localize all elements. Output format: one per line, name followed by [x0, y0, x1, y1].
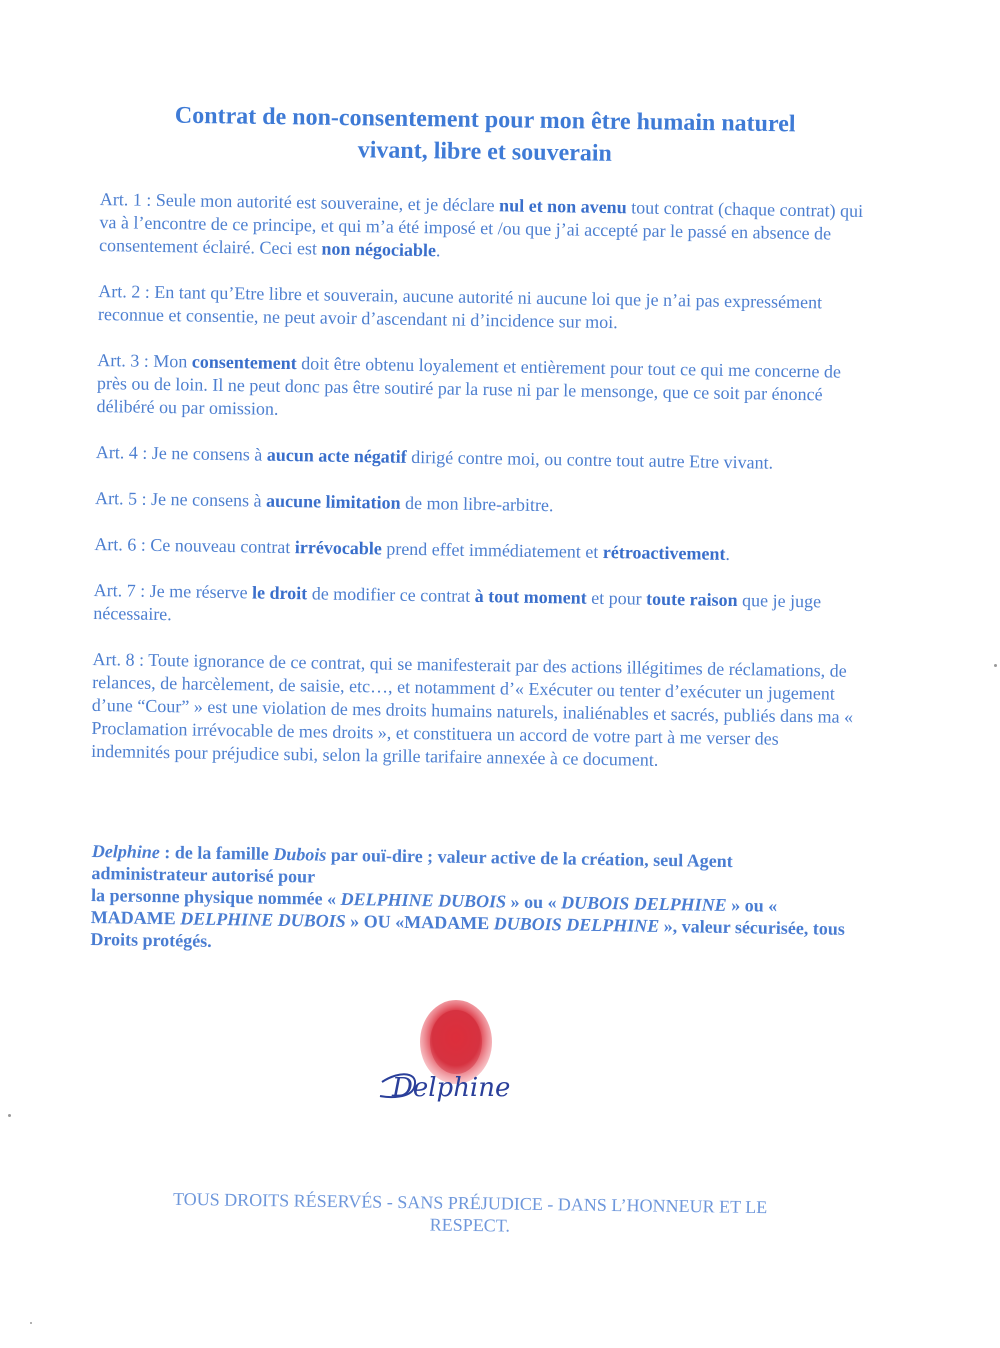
- article-1: [99, 188, 870, 269]
- article-label: Art. 2 :: [98, 280, 155, 302]
- footer: [120, 1187, 821, 1241]
- article-emphasis: nul et non avenu: [498, 195, 627, 218]
- article-text: Ce nouveau contrat: [150, 534, 295, 558]
- article-text: et pour: [586, 587, 647, 609]
- identity-text: par ouï-dire ; valeur active de la création, seul Agent administrateur autorisé pour: [91, 844, 733, 887]
- title-line-1: Contrat de non-consentement pour mon être humain naturel: [174, 102, 796, 138]
- paper-speck: [994, 664, 997, 667]
- article-text: de mon libre-arbitre.: [400, 492, 554, 516]
- article-text: Je ne consens à: [150, 488, 267, 511]
- article-text: prend effet immédiatement et: [381, 538, 604, 562]
- identity-declaration: [90, 840, 852, 962]
- article-emphasis: non négociable: [321, 238, 437, 261]
- first-name: Delphine: [91, 840, 160, 863]
- article-text: dirigé contre moi, ou contre tout autre Etre vivant.: [406, 446, 774, 473]
- article-emphasis: aucun acte négatif: [266, 444, 407, 467]
- article-label: Art. 6 :: [94, 533, 151, 555]
- legal-name: DUBOIS DELPHINE: [560, 892, 727, 915]
- legal-name: DELPHINE DUBOIS: [180, 908, 346, 931]
- article-label: Art. 8 :: [92, 648, 149, 670]
- articles-list: [91, 188, 870, 798]
- paper-speck: [30, 1322, 32, 1324]
- thumbprint-blur: [430, 1010, 482, 1074]
- article-text: Seule mon autorité est souveraine, et je déclare: [155, 189, 500, 216]
- article-text: Toute ignorance de ce contrat, qui se manifesterait par des actions illégitimes de réclamations, de relances, de harcèlement, de saisie, etc…, et notamment d’« Exécuter ou tenter d’exécuter un jugement d’une “Cour” » est une violation de mes droits humains naturels, inaliénables et sacrés, publiés dans ma « Proclamation irrévocable de mes droits », et constituera un accord de votre part à me verser des indemnités pour préjudice subi, selon la grille tarifaire annexée à ce document.: [90, 649, 854, 770]
- identity-text: » OU «MADAME: [345, 910, 494, 934]
- article-label: Art. 5 :: [94, 487, 152, 509]
- article-text: .: [725, 543, 731, 564]
- article-emphasis: à tout moment: [474, 585, 587, 608]
- article-text: de modifier ce contrat: [307, 583, 475, 606]
- article-text: Mon: [153, 350, 192, 372]
- article-text: doit être obtenu loyalement et entièrement pour tout ce qui me concerne de près ou de loin. Il ne peut donc pas être soutiré par la ruse ni par le mensonge, que ce soit par énoncé délibéré ou par omission.: [96, 353, 842, 419]
- article-text: Je ne consens à: [151, 442, 267, 465]
- article-label: Art. 3 :: [97, 349, 154, 371]
- identity-text: » ou «: [505, 891, 562, 913]
- family-name: Dubois: [273, 843, 327, 865]
- article-label: Art. 1 :: [99, 188, 156, 210]
- identity-text: », valeur sécurisée, tous Droits protégés.: [90, 915, 846, 951]
- title-line-2: vivant, libre et souverain: [357, 137, 613, 167]
- article-label: Art. 7 :: [93, 579, 150, 601]
- document-title: [100, 99, 871, 174]
- legal-name: DUBOIS DELPHINE: [493, 913, 660, 936]
- article-text: que je juge nécessaire.: [93, 590, 822, 625]
- article-text: En tant qu’Etre libre et souverain, aucune autorité ni aucune loi que je n’ai pas expressément reconnue et consentie, ne peut avoir d’ascendant ni d’incidence sur moi.: [97, 281, 823, 333]
- article-emphasis: le droit: [251, 582, 308, 604]
- article-6: [94, 533, 864, 568]
- identity-text: la personne physique nommée «: [90, 884, 341, 909]
- article-text: tout contrat (chaque contrat) qui va à l’encontre de ce principe, et qui m’a été imposé et /ou que j’ai accepté par le passé en absence de consentement éclairé. Ceci est: [98, 197, 864, 259]
- article-2: [98, 280, 869, 338]
- legal-name: DELPHINE DUBOIS: [340, 888, 507, 912]
- article-emphasis: consentement: [191, 351, 297, 374]
- article-text: Je me réserve: [149, 580, 253, 603]
- article-7: [93, 579, 864, 637]
- signature-text: Delphine: [392, 1073, 511, 1103]
- article-emphasis: irrévocable: [294, 537, 382, 559]
- article-5: [95, 487, 865, 522]
- article-text: .: [435, 240, 441, 261]
- signature-block: [370, 1000, 550, 1130]
- article-emphasis: aucune limitation: [265, 490, 401, 513]
- article-emphasis: rétroactivement: [602, 541, 726, 564]
- article-8: [91, 648, 863, 775]
- footer-line-1: TOUS DROITS RÉSERVÉS - SANS PRÉJUDICE - DANS L’HONNEUR ET LE: [172, 1188, 768, 1218]
- article-emphasis: toute raison: [645, 588, 738, 611]
- article-3: [96, 349, 867, 430]
- footer-line-2: RESPECT.: [429, 1214, 511, 1236]
- identity-text: » ou « MADAME: [90, 894, 778, 929]
- article-4: [96, 441, 866, 476]
- identity-text: : de la famille: [159, 842, 274, 864]
- article-label: Art. 4 :: [95, 441, 153, 463]
- paper-speck: [8, 1114, 11, 1117]
